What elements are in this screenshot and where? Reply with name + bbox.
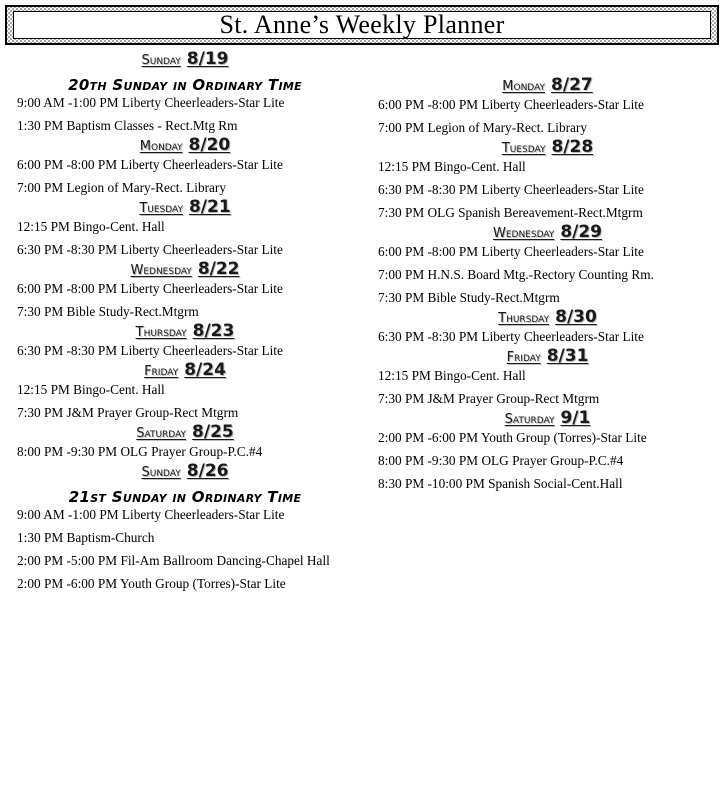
day-date: 8/26	[186, 461, 229, 481]
event-entry: 6:00 PM -8:00 PM Liberty Cheerleaders-Star Lite	[378, 244, 644, 259]
day-date: 8/27	[551, 75, 593, 95]
day-date: 8/25	[192, 422, 234, 442]
event-entry: 2:00 PM -6:00 PM Youth Group (Torres)-Star Lite	[17, 576, 286, 591]
event-entry: 12:15 PM Bingo-Cent. Hall	[378, 159, 526, 174]
event-entry: 6:30 PM -8:30 PM Liberty Cheerleaders-Star Lite	[378, 182, 644, 197]
day-heading	[375, 409, 720, 429]
event-entry: 9:00 AM -1:00 PM Liberty Cheerleaders-Star Lite	[17, 507, 285, 522]
title-frame	[13, 11, 711, 39]
day-heading	[14, 423, 356, 443]
day-block	[375, 138, 720, 219]
day-name: Wednesday	[492, 226, 555, 241]
event-entry: 1:30 PM Baptism-Church	[17, 530, 155, 545]
day-date: 8/29	[560, 222, 603, 242]
day-name: Friday	[506, 350, 541, 365]
day-name: Tuesday	[501, 141, 546, 156]
event-entry: 2:00 PM -5:00 PM Fil-Am Ballroom Dancing-Chapel Hall	[17, 553, 330, 568]
day-name: Saturday	[136, 426, 187, 441]
day-block	[14, 198, 356, 256]
day-block	[14, 361, 356, 419]
event-entry: 6:30 PM -8:30 PM Liberty Cheerleaders-Star Lite	[17, 242, 283, 257]
day-date: 8/20	[188, 135, 231, 155]
day-heading	[375, 223, 720, 243]
day-date: 8/24	[184, 360, 226, 380]
day-heading	[375, 76, 720, 96]
event-entry: 6:30 PM -8:30 PM Liberty Cheerleaders-Star Lite	[17, 343, 283, 358]
day-name: Monday	[502, 79, 546, 94]
day-heading	[14, 260, 356, 280]
day-heading	[375, 347, 720, 367]
day-name: Monday	[139, 139, 183, 154]
page-title: St. Anne’s Weekly Planner	[219, 10, 505, 39]
day-heading	[14, 198, 356, 218]
day-block	[375, 409, 720, 490]
day-date: 8/30	[555, 307, 597, 327]
day-heading	[14, 136, 356, 156]
event-entry: 7:00 PM Legion of Mary-Rect. Library	[17, 180, 227, 195]
day-name: Friday	[144, 364, 179, 379]
day-heading	[14, 462, 356, 482]
day-date: 8/19	[186, 49, 229, 69]
day-name: Sunday	[141, 53, 181, 68]
right-schedule-column	[375, 76, 720, 494]
day-date: 8/28	[551, 137, 594, 157]
liturgical-occasion: 21st Sunday in Ordinary Time	[68, 488, 302, 506]
day-name: Sunday	[141, 465, 181, 480]
day-name: Thursday	[498, 311, 550, 326]
event-entry: 7:30 PM Bible Study-Rect.Mtgrm	[378, 290, 560, 305]
event-entry: 2:00 PM -6:00 PM Youth Group (Torres)-Star Lite	[378, 430, 647, 445]
event-entry: 12:15 PM Bingo-Cent. Hall	[17, 382, 165, 397]
day-block	[14, 423, 356, 458]
event-entry: 9:00 AM -1:00 PM Liberty Cheerleaders-Star Lite	[17, 95, 285, 110]
title-banner	[5, 5, 719, 45]
day-block	[375, 223, 720, 304]
event-entry: 7:30 PM J&M Prayer Group-Rect Mtgrm	[17, 405, 239, 420]
event-entry: 7:00 PM H.N.S. Board Mtg.-Rectory Counting Rm.	[378, 267, 654, 282]
day-heading	[14, 50, 356, 70]
event-entry: 7:30 PM J&M Prayer Group-Rect Mtgrm	[378, 391, 600, 406]
day-block	[14, 136, 356, 194]
day-block	[375, 347, 720, 405]
event-entry: 8:30 PM -10:00 PM Spanish Social-Cent.Hall	[378, 476, 623, 491]
day-date: 8/21	[188, 197, 231, 217]
day-name: Tuesday	[139, 201, 183, 216]
day-date: 8/22	[197, 259, 240, 279]
day-heading	[14, 322, 356, 342]
day-date: 8/23	[192, 321, 235, 341]
day-block	[14, 260, 356, 318]
event-entry: 1:30 PM Baptism Classes - Rect.Mtg Rm	[17, 118, 238, 133]
day-name: Thursday	[135, 325, 187, 340]
day-block	[375, 76, 720, 134]
event-entry: 7:00 PM Legion of Mary-Rect. Library	[378, 120, 588, 135]
event-entry: 7:30 PM Bible Study-Rect.Mtgrm	[17, 304, 199, 319]
event-entry: 8:00 PM -9:30 PM OLG Prayer Group-P.C.#4	[17, 444, 263, 459]
event-entry: 6:30 PM -8:30 PM Liberty Cheerleaders-Star Lite	[378, 329, 644, 344]
event-entry: 7:30 PM OLG Spanish Bereavement-Rect.Mtgrm	[378, 205, 643, 220]
day-name: Saturday	[504, 412, 555, 427]
left-schedule-column	[14, 50, 356, 594]
day-heading	[375, 308, 720, 328]
day-heading	[14, 361, 356, 381]
day-block	[375, 308, 720, 343]
day-block	[14, 50, 356, 132]
day-date: 8/31	[546, 346, 589, 366]
day-block	[14, 462, 356, 590]
day-heading	[375, 138, 720, 158]
day-block	[14, 322, 356, 357]
event-entry: 6:00 PM -8:00 PM Liberty Cheerleaders-Star Lite	[17, 157, 283, 172]
day-date: 9/1	[560, 408, 591, 428]
event-entry: 6:00 PM -8:00 PM Liberty Cheerleaders-Star Lite	[378, 97, 644, 112]
day-name: Wednesday	[130, 263, 192, 278]
event-entry: 8:00 PM -9:30 PM OLG Prayer Group-P.C.#4	[378, 453, 624, 468]
event-entry: 6:00 PM -8:00 PM Liberty Cheerleaders-Star Lite	[17, 281, 283, 296]
event-entry: 12:15 PM Bingo-Cent. Hall	[378, 368, 526, 383]
event-entry: 12:15 PM Bingo-Cent. Hall	[17, 219, 165, 234]
liturgical-occasion: 20th Sunday in Ordinary Time	[68, 76, 302, 94]
